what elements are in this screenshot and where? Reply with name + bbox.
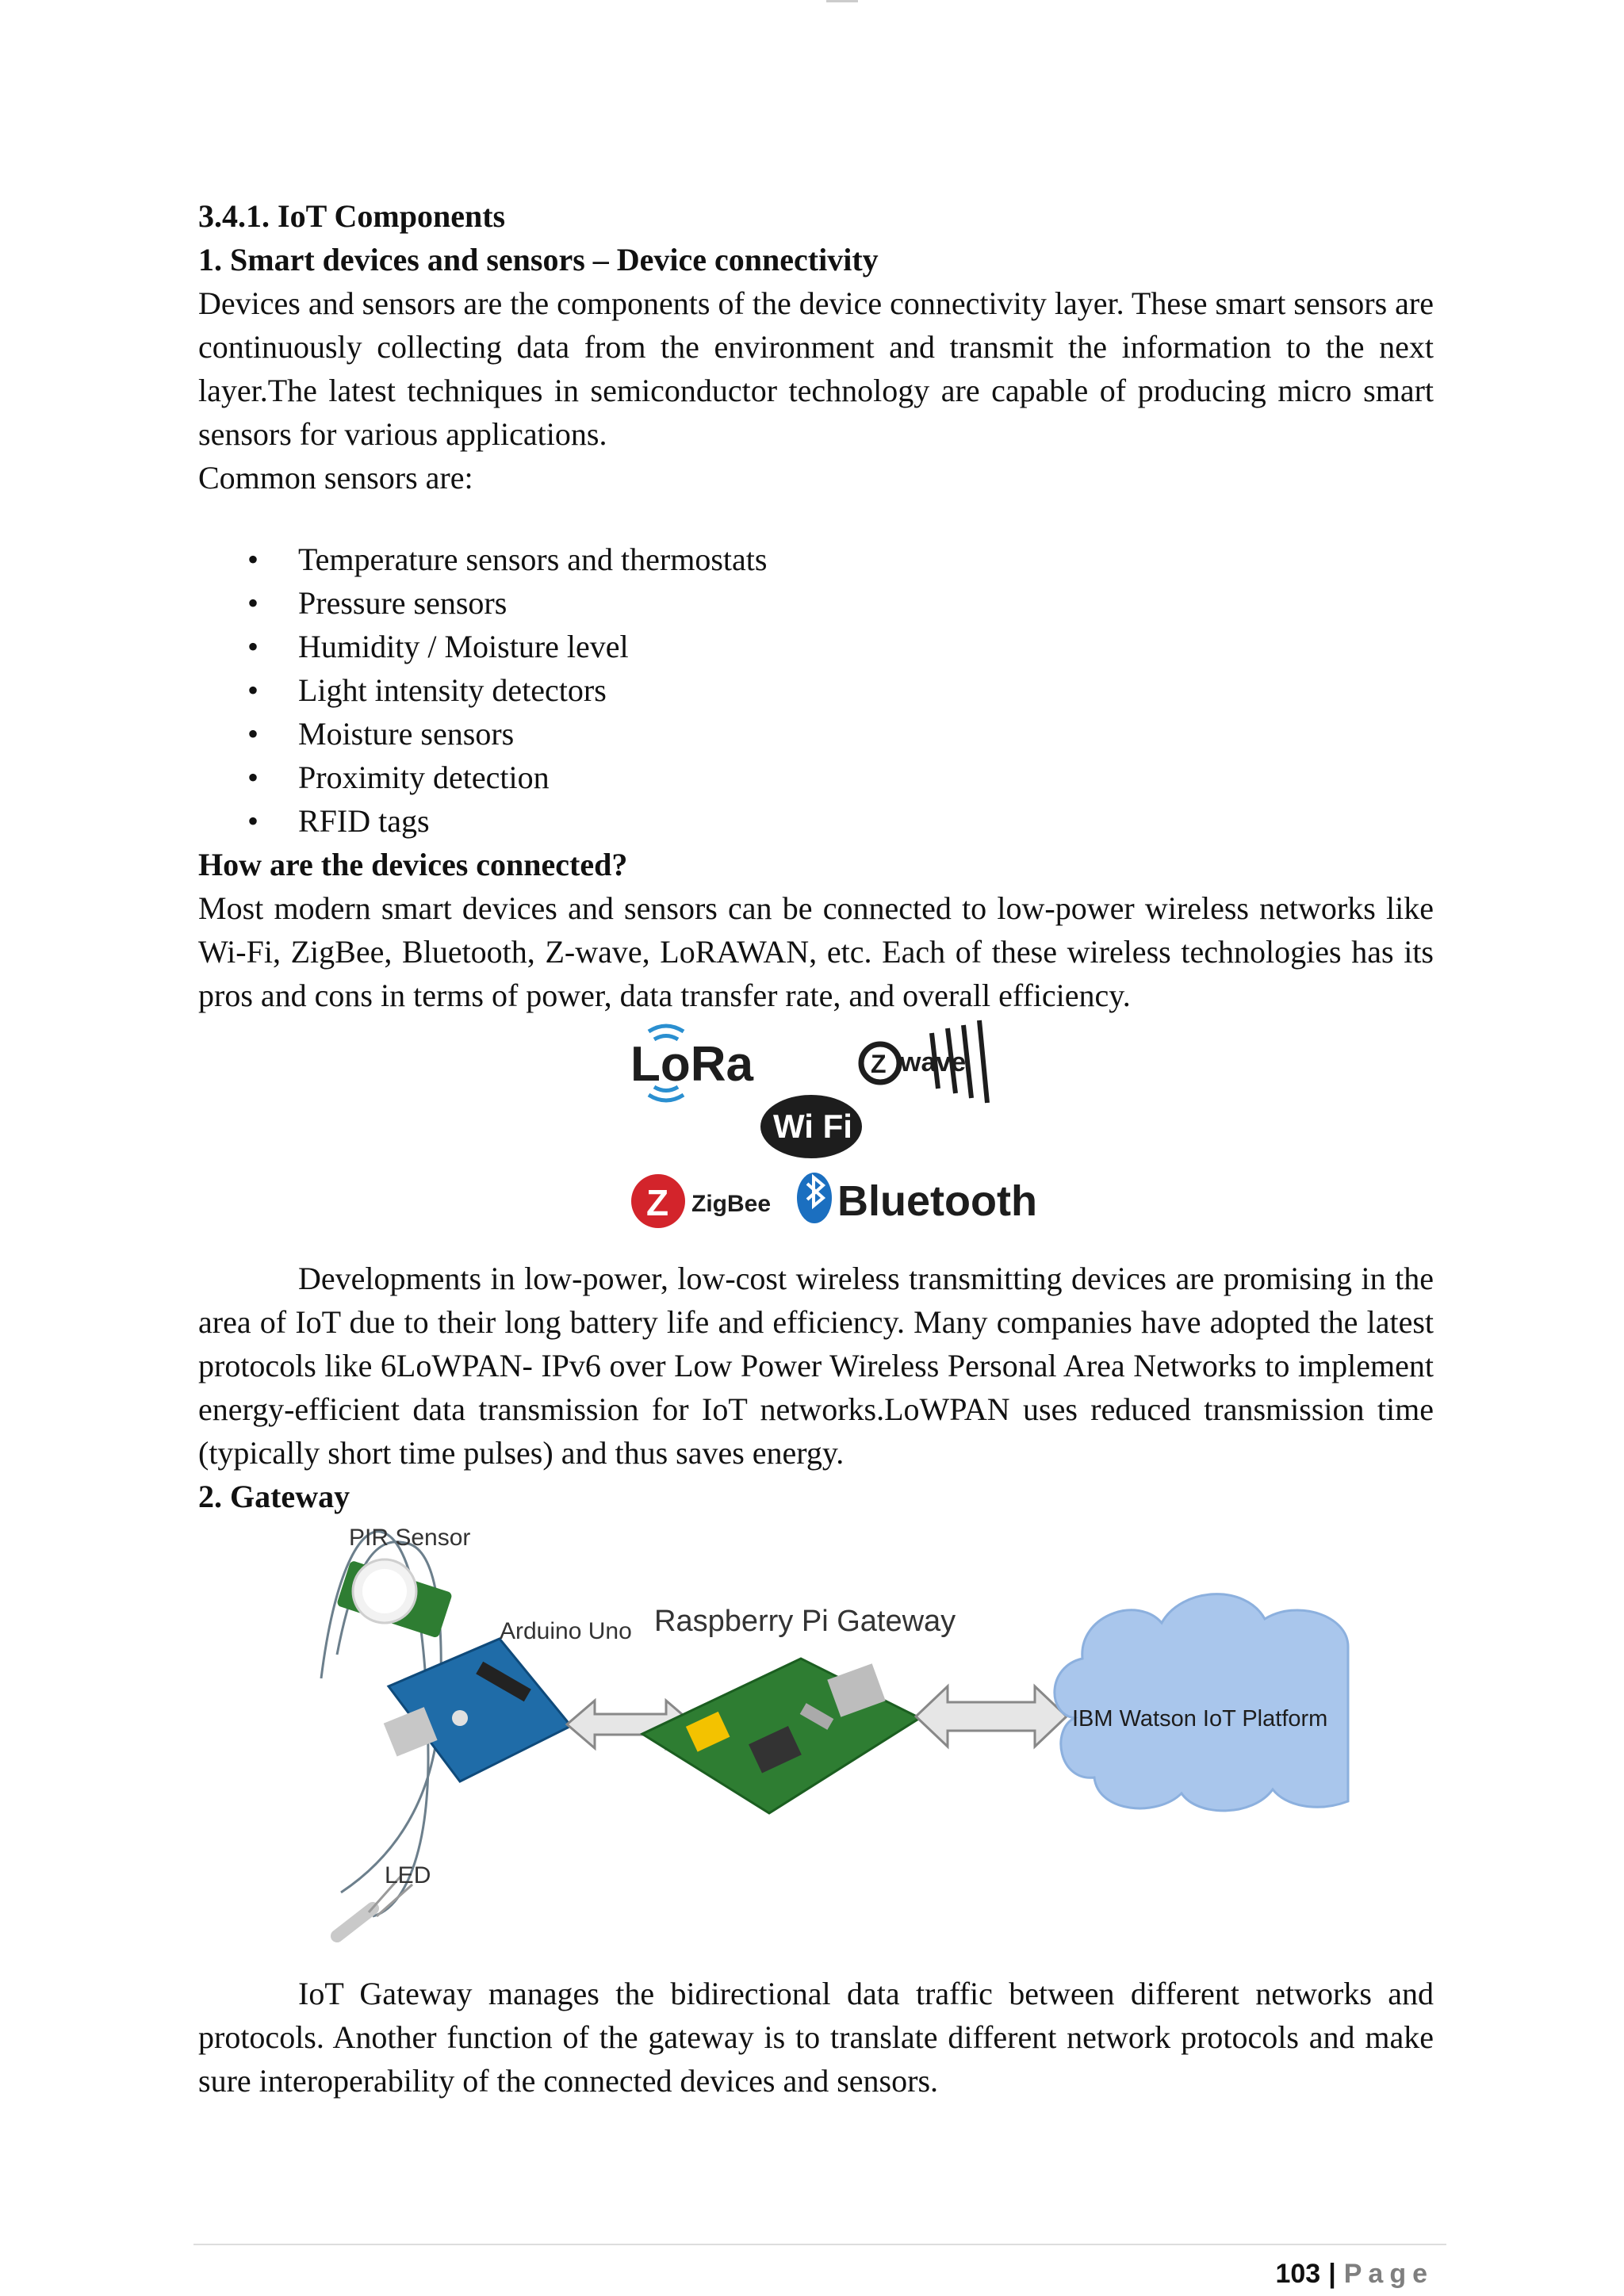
zwave-logo [861, 1020, 987, 1103]
wifi-text: Wi Fi [773, 1108, 852, 1145]
bidirectional-arrow-icon [916, 1686, 1067, 1747]
raspberry-label: Raspberry Pi Gateway [654, 1605, 956, 1638]
svg-text:Z: Z [871, 1050, 887, 1078]
zigbee-logo [631, 1174, 771, 1228]
wifi-logo [760, 1095, 862, 1158]
top-edge-mark [826, 0, 858, 2]
paragraph-connection: Most modern smart devices and sensors can be connected to low-power wireless networks like Wi-Fi, ZigBee, Bluetooth, Z-wave, LoRAWAN, etc. Each of these wireless technologies has its pros and cons in terms of power, data transfer rate, and overall efficiency. [198, 890, 1434, 1013]
common-sensors-label: Common sensors are: [198, 460, 473, 496]
svg-text:Z: Z [646, 1182, 669, 1223]
list-item: • Humidity / Moisture level [198, 625, 1434, 668]
bullet-icon: • [247, 672, 259, 708]
lora-text: LoRa [630, 1037, 753, 1092]
wireless-logos-svg [198, 1017, 1434, 1239]
subsection-heading-devices: 1. Smart devices and sensors – Device connectivity [198, 242, 879, 277]
paragraph-gateway: IoT Gateway manages the bidirectional data traffic between different networks and protocols. Another function of the gateway is to translate different network protocols and make sure interoperability of the connected devices and sensors. [198, 1976, 1434, 2099]
paragraph-devices: Devices and sensors are the components of the device connectivity layer. These smart sensors are continuously collecting data from the environment and transmit the information to the next layer.The latest techniques in semiconductor technology are capable of producing micro smart sensors for various applications. [198, 285, 1434, 452]
pir-label: PIR Sensor [349, 1525, 471, 1551]
zigbee-text: ZigBee [691, 1191, 772, 1217]
sensor-list [198, 538, 1434, 843]
bullet-icon: • [247, 716, 259, 752]
cloud-icon [1055, 1594, 1348, 1811]
page-content [198, 194, 1434, 2103]
connection-heading: How are the devices connected? [198, 847, 628, 882]
arduino-label: Arduino Uno [500, 1618, 632, 1644]
zwave-text: wave [900, 1047, 967, 1077]
bullet-icon: • [247, 585, 259, 621]
bluetooth-text: Bluetooth [837, 1177, 1037, 1225]
list-item: • Light intensity detectors [198, 668, 1434, 712]
list-item: • Moisture sensors [198, 712, 1434, 756]
bullet-icon: • [247, 803, 259, 839]
wireless-logos-figure [198, 1017, 1434, 1239]
bullet-icon: • [247, 629, 259, 664]
gateway-figure [198, 1520, 1434, 1964]
lora-logo [630, 1026, 754, 1100]
list-item: • Temperature sensors and thermostats [198, 538, 1434, 581]
arduino-board-icon [384, 1639, 571, 1781]
gateway-diagram-svg [198, 1520, 1434, 1964]
list-item: • Pressure sensors [198, 581, 1434, 625]
footer-separator: | [1328, 2259, 1336, 2289]
page-number: 103 [1275, 2259, 1321, 2289]
subsection-heading-gateway: 2. Gateway [198, 1479, 350, 1514]
bluetooth-logo [797, 1173, 1037, 1225]
paragraph-lowpan: Developments in low-power, low-cost wireless transmitting devices are promising in the area of IoT due to their long battery life and efficiency. Many companies have adopted the latest protocols like 6LoWPAN- IPv6 over Low Power Wireless Personal Area Networks to implement energy-efficient data transmission for IoT networks.LoWPAN uses reduced transmission time (typically short time pulses) and thus saves energy. [198, 1261, 1434, 1471]
led-label: LED [385, 1862, 431, 1888]
raspberry-pi-board-icon [642, 1659, 920, 1813]
section-heading: 3.4.1. IoT Components [198, 198, 506, 234]
page-word: Page [1343, 2259, 1434, 2289]
pir-sensor-icon [336, 1559, 453, 1639]
list-item: • Proximity detection [198, 756, 1434, 799]
bullet-icon: • [247, 760, 259, 795]
list-item: • RFID tags [198, 799, 1434, 843]
footer-divider [193, 2244, 1446, 2245]
bullet-icon: • [247, 541, 259, 577]
ibm-label: IBM Watson IoT Platform [1072, 1706, 1328, 1732]
page-footer [1275, 2258, 1434, 2290]
